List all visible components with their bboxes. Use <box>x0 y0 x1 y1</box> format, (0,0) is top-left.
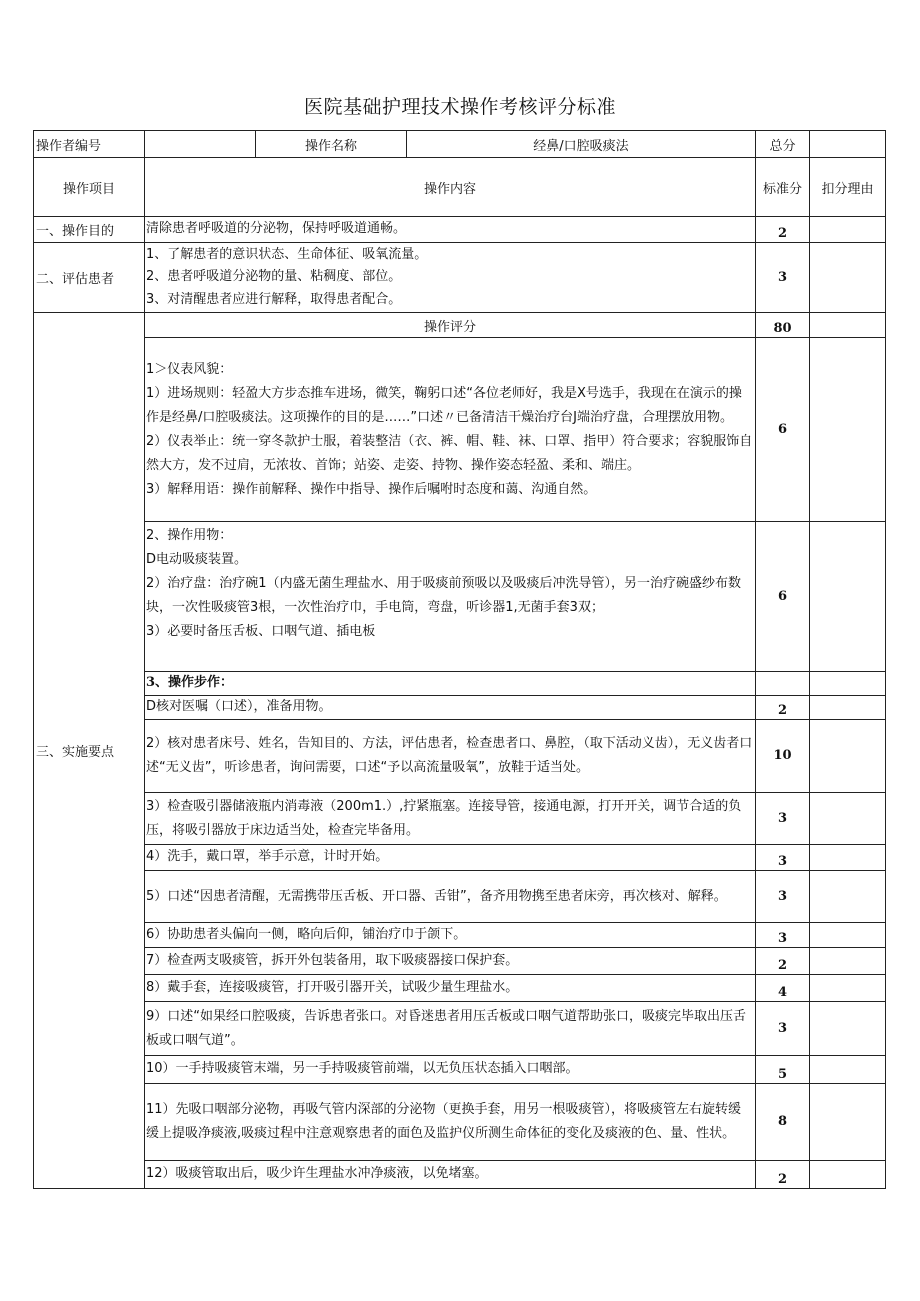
step-score: 3 <box>756 871 810 923</box>
col-header-item: 操作项目 <box>34 158 145 217</box>
step-row <box>34 793 886 845</box>
step-deduction[interactable] <box>810 1056 886 1084</box>
step-score: 5 <box>756 1056 810 1084</box>
step-text: D核对医嘱（口述），准备用物。 <box>145 696 756 720</box>
step-score: 3 <box>756 1002 810 1056</box>
step-deduction[interactable] <box>810 975 886 1002</box>
step-text: 12）吸痰管取出后，吸少许生理盐水冲净痰液，以免堵塞。 <box>145 1161 756 1189</box>
document-title: 医院基础护理技术操作考核评分标准 <box>303 96 616 118</box>
step-deduction[interactable] <box>810 923 886 948</box>
operation-name-label: 操作名称 <box>256 131 407 158</box>
steps-label-row <box>34 672 886 696</box>
assess-line: 2、患者呼吸道分泌物的量、粘稠度、部位。 <box>146 269 402 285</box>
step-row <box>34 975 886 1002</box>
step-text: 11）先吸口咽部分泌物，再吸气管内深部的分泌物（更换手套，用另一根吸痰管），将吸痰管左右旋转缓缓上提吸净痰液,吸痰过程中注意观察患者的面色及监护仪所测生命体征的变化及痰液的色、量、性状。 <box>145 1084 756 1161</box>
eval-deduction[interactable] <box>810 313 886 338</box>
operator-id-label: 操作者编号 <box>34 131 145 158</box>
header-row <box>34 131 886 158</box>
steps-label: 3、操作步作： <box>145 672 756 696</box>
eval-score: 80 <box>756 313 810 338</box>
purpose-content: 清除患者呼吸道的分泌物，保持呼吸道通畅。 <box>145 217 756 243</box>
step-text: 5）口述“因患者清醒，无需携带压舌板、开口器、舌钳”，备齐用物携至患者床旁，再次核对、解释。 <box>145 871 756 923</box>
step-score: 3 <box>756 923 810 948</box>
step-text: 2）核对患者床号、姓名，告知目的、方法，评估患者，检查患者口、鼻腔，（取下活动义齿），无义齿者口述“无义齿”，听诊患者，询问需要，口述“予以高流量吸氧”，放鞋于适当处。 <box>145 720 756 793</box>
column-header-row <box>34 158 886 217</box>
supplies-deduction[interactable] <box>810 522 886 672</box>
total-value[interactable] <box>810 131 886 158</box>
assess-line: 3、对清醒患者应进行解释，取得患者配合。 <box>146 291 402 307</box>
eval-row <box>34 313 886 338</box>
step-text: 4）洗手，戴口罩，举手示意，计时开始。 <box>145 845 756 871</box>
step-deduction[interactable] <box>810 948 886 975</box>
operation-name-value: 经鼻/口腔吸痰法 <box>407 131 756 158</box>
step-score: 2 <box>756 1161 810 1189</box>
step-text: 7）检查两支吸痰管，拆开外包装备用，取下吸痰器接口保护套。 <box>145 948 756 975</box>
step-row <box>34 1084 886 1161</box>
assess-score: 3 <box>756 243 810 313</box>
step-text: 6）协助患者头偏向一侧，略向后仰，铺治疗巾于颌下。 <box>145 923 756 948</box>
step-score: 2 <box>756 696 810 720</box>
steps-label-deduction[interactable] <box>810 672 886 696</box>
purpose-label: 一、操作目的 <box>34 217 145 243</box>
appearance-line: 2）仪表举止：统一穿冬款护士服，着装整洁（衣、裤、帽、鞋、袜、口罩、指甲）符合要求；容貌服饰自然大方，发不过肩，无浓妆、首饰；站姿、走姿、持物、操作姿态轻盈、柔和、端庄。 <box>146 433 753 473</box>
appearance-row <box>34 338 886 522</box>
step-row <box>34 871 886 923</box>
step-row <box>34 1056 886 1084</box>
step-deduction[interactable] <box>810 793 886 845</box>
step-text: 8）戴手套，连接吸痰管，打开吸引器开关，试吸少量生理盐水。 <box>145 975 756 1002</box>
total-label: 总分 <box>756 131 810 158</box>
step-deduction[interactable] <box>810 845 886 871</box>
supplies-row <box>34 522 886 672</box>
step-deduction[interactable] <box>810 871 886 923</box>
step-text: 9）口述“如果经口腔吸痰，告诉患者张口。对昏迷患者用压舌板或口咽气道帮助张口，吸痰完毕取出压舌板或口咽气道”。 <box>145 1002 756 1056</box>
supplies-score: 6 <box>756 522 810 672</box>
step-score: 3 <box>756 793 810 845</box>
step-deduction[interactable] <box>810 696 886 720</box>
step-score: 3 <box>756 845 810 871</box>
step-row <box>34 1161 886 1189</box>
assess-row <box>34 243 886 313</box>
col-header-content: 操作内容 <box>145 158 756 217</box>
step-text: 10）一手持吸痰管末端，另一手持吸痰管前端，以无负压状态插入口咽部。 <box>145 1056 756 1084</box>
purpose-row <box>34 217 886 243</box>
assess-content <box>145 243 756 313</box>
implement-label: 三、实施要点 <box>34 313 145 1189</box>
purpose-deduction[interactable] <box>810 217 886 243</box>
step-deduction[interactable] <box>810 1161 886 1189</box>
col-header-deduction-reason: 扣分理由 <box>810 158 886 217</box>
step-row <box>34 845 886 871</box>
step-row <box>34 696 886 720</box>
supplies-line: 2、操作用物： <box>146 528 233 543</box>
supplies-line: 2）治疗盘：治疗碗1（内盛无菌生理盐水、用于吸痰前预吸以及吸痰后冲洗导管），另一治疗碗盛纱布数块，一次性吸痰管3根，一次性治疗巾，手电筒，弯盘，听诊器1,无菌手套3双； <box>146 576 742 615</box>
assess-line: 1、了解患者的意识状态、生命体征、吸氧流量。 <box>146 246 428 262</box>
step-row <box>34 948 886 975</box>
purpose-score: 2 <box>756 217 810 243</box>
step-text: 3）检查吸引器储液瓶内消毒液（200m1.）,拧紧瓶塞。连接导管，接通电源，打开开关，调节合适的负压，将吸引器放于床边适当处，检查完毕备用。 <box>145 793 756 845</box>
step-score: 8 <box>756 1084 810 1161</box>
supplies-line: 3）必要时备压舌板、口咽气道、插电板 <box>146 624 376 639</box>
appearance-line: 3）解释用语：操作前解释、操作中指导、操作后嘱咐时态度和蔼、沟通自然。 <box>146 481 597 497</box>
assess-deduction[interactable] <box>810 243 886 313</box>
steps-label-score <box>756 672 810 696</box>
step-row <box>34 720 886 793</box>
step-deduction[interactable] <box>810 1002 886 1056</box>
assess-label: 二、评估患者 <box>34 243 145 313</box>
eval-label: 操作评分 <box>145 313 756 338</box>
appearance-score: 6 <box>756 338 810 522</box>
appearance-deduction[interactable] <box>810 338 886 522</box>
col-header-standard-score: 标准分 <box>756 158 810 217</box>
appearance-line: 1）进场规则：轻盈大方步态推车进场，微笑，鞠躬口述“各位老师好，我是X号选手，我现在在演示的操作是经鼻/口腔吸痰法。这项操作的目的是……”口述〃已备清洁干燥治疗台J端治疗盘，合理摆放用物。 <box>146 385 742 425</box>
step-score: 4 <box>756 975 810 1002</box>
step-row <box>34 923 886 948</box>
step-score: 2 <box>756 948 810 975</box>
appearance-content <box>145 338 756 522</box>
scoring-table <box>33 130 886 1189</box>
supplies-content <box>145 522 756 672</box>
supplies-line: D电动吸痰装置。 <box>146 552 248 567</box>
step-score: 10 <box>756 720 810 793</box>
step-deduction[interactable] <box>810 1084 886 1161</box>
step-deduction[interactable] <box>810 720 886 793</box>
step-row <box>34 1002 886 1056</box>
appearance-line: 1＞仪表风貌： <box>146 361 233 377</box>
operator-id-value[interactable] <box>145 131 256 158</box>
